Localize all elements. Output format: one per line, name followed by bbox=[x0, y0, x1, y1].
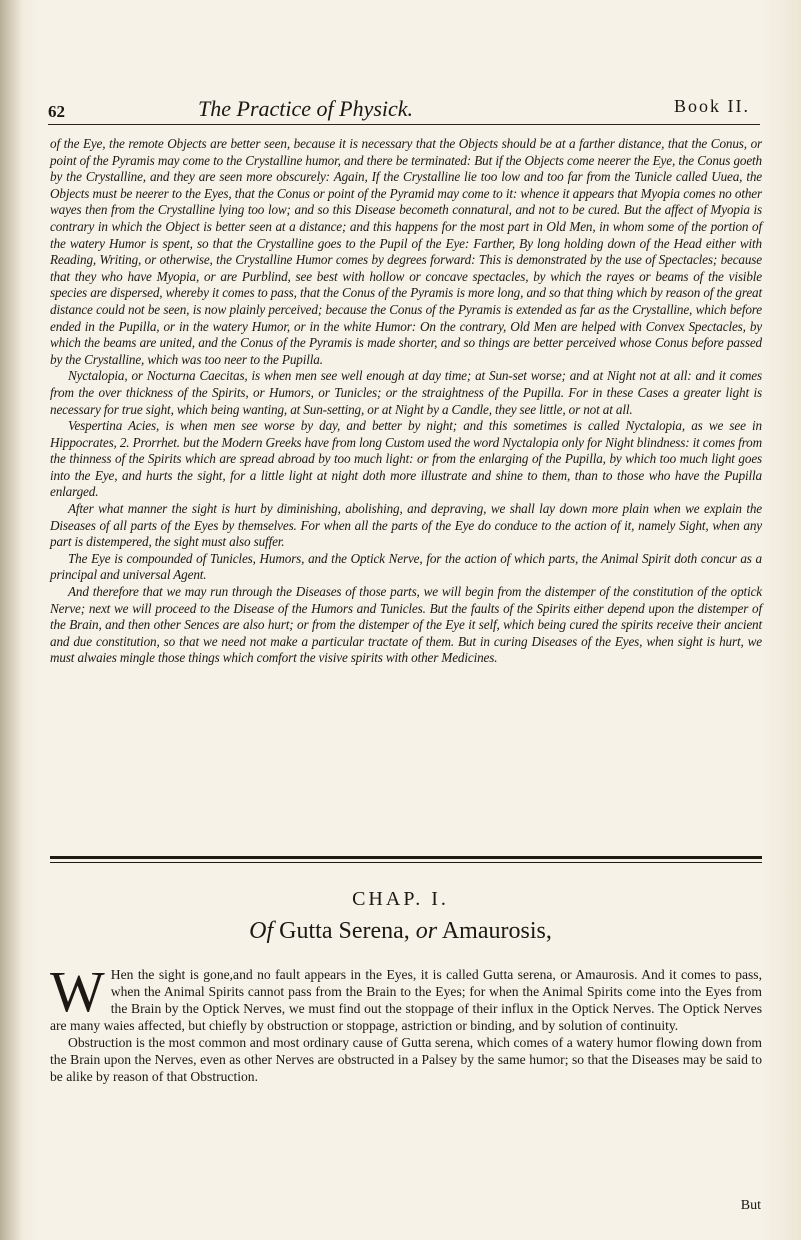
paragraph: The Eye is compounded of Tunicles, Humors, and the Optick Nerve, for the action of which parts, the Animal Spirit doth concur as a principal and universal Agent. bbox=[50, 550, 762, 583]
section-rule-thin bbox=[50, 862, 762, 863]
paragraph-text: Hen the sight is gone,and no fault appears in the Eyes, it is called Gutta serena, or Amaurosis. And it comes to pass, when the Animal Spirits cannot pass from the Brain to the Eyes; for when the Animal Spirits come into the Eyes from the Brain by the Optick Nerves, we must find out the stoppage of their influx in the Optick Nerves. The Optick Nerves are many waies affected, but chiefly by obstruction or stoppage, astriction or binding, and by solution of continuity. bbox=[50, 967, 762, 1033]
chapter-title-main: Gutta Serena, bbox=[279, 918, 410, 944]
chapter-body bbox=[50, 959, 762, 1085]
chapter-title-prefix: Of bbox=[249, 918, 274, 944]
chapter-label: CHAP. I. bbox=[352, 888, 449, 910]
paragraph: Nyctalopia, or Nocturna Caecitas, is when men see well enough at day time; at Sun-set worse; and at Night not at all: and it comes from the over thickness of the Spirits, or Humors, or Tunicles; or the straightness of the Pupilla. For in these Cases a greater light is necessary for true sight, which being wanting, at Sun-setting, or at Night by a Candle, they see little, or not at all. bbox=[50, 368, 762, 417]
paragraph: of the Eye, the remote Objects are better seen, because it is necessary that the Objects should be at a farther distance, that the Conus, or point of the Pyramis may come to the Crystalline humor, and there be terminated: But if the Objects come neerer the Eye, the Conus goeth by the Crystalline, and they are seen more obscurely: Again, If the Crystalline lie too low and too far from the Tunicle called Uuea, the Objects must be neerer to the Eyes, that the Conus or point of the Pyramid may come to it: whence it appears that Myopia comes no other wayes then from the Crystalline lying too low; and so this Disease becometh connatural, and not to be cured. But the affect of Myopia is contrary in which the Object is better seen at a distance; and this happens for the most part in Old Men, in whom some of the portion of the watery Humor is spent, so that the Crystalline goes to the Pupil of the Eye: Farther, By long holding down of the Head either with Reading, Writing, or otherwise, the Crystalline Humor comes by degrees forward: This is demonstrated by the use of Spectacles; because that they who have Myopia, or are Purblind, see best with hollow or concave spectacles, by which the rayes or beams of the visible species are dispersed, whereby it comes to pass, that the Conus of the Pyramis is more long, and so that thing which by reason of the great distance could not be seen, is now plainly perceived; because the Conus of the Pyramis is extended as far as the Crystalline, which before ended in the Pupilla, or in the watery Humor, or in the white Humor: On the contrary, Old Men are helped with Convex Spectacles, by which the beams are united, and the Conus of the Pyramis is made shorter, and so things are better perceived whose Conus before passed by the Crystalline, which was too neer to the Pupilla. bbox=[50, 136, 762, 367]
paragraph: Obstruction is the most common and most ordinary cause of Gutta serena, which comes of a watery humor flowing down from the Brain upon the Nerves, even as other Nerves are obstructed in a Palsey by the same humor; so that the Diseases may be said to be alike by reason of that Obstruction. bbox=[50, 1035, 762, 1084]
page-header bbox=[48, 94, 760, 125]
upper-text-block bbox=[50, 136, 762, 667]
paragraph: Vespertina Acies, is when men see worse by day, and better by night; and this sometimes is called Nyctalopia, as we see in Hippocrates, 2. Prorrhet. but the Modern Greeks have from long Custom used the word Nyctalopia only for Night blindness: it comes from the thinness of the Spirits which are spread abroad by too much light: or from the enlarging of the Pupilla, by which too much light goes into the Eye, and hurts the sight, for a little light at night doth more illustrate and shine to them, than to those who have the Pupilla enlarged. bbox=[50, 418, 762, 500]
running-title: The Practice of Physick. bbox=[198, 96, 414, 121]
chapter-title-or: or bbox=[415, 918, 438, 944]
page-number: 62 bbox=[48, 102, 65, 121]
section-rule-thick bbox=[50, 856, 762, 859]
paragraph: After what manner the sight is hurt by diminishing, abolishing, and depraving, we shall lay down more plain when we explain the Diseases of all parts of the Eyes by themselves. For when all the parts of the Eye do conduce to the action of it, namely Sight, when any part is distempered, the sight must also suffer. bbox=[50, 501, 762, 550]
paragraph: And therefore that we may run through the Diseases of those parts, we will begin from the distemper of the constitution of the optick Nerve; next we will proceed to the Disease of the Humors and Tunicles. But the faults of the Spirits either depend upon the distemper of the Brain, and then other Sences are also hurt; or from the distemper of the Eye it self, which being cured the spirits receive their ancient and due constitution, so that we need not make a particular tractate of them. But in curing Diseases of the Eyes, when sight is hurt, we must alwaies mingle those things which comfort the visive spirits with other Medicines. bbox=[50, 584, 762, 666]
chapter-title-alt: Amaurosis, bbox=[441, 918, 552, 944]
drop-cap: W bbox=[50, 959, 105, 1024]
page-binding-shadow bbox=[0, 0, 22, 1240]
book-label: Book II. bbox=[674, 96, 750, 116]
chapter-title bbox=[0, 918, 801, 945]
paragraph bbox=[50, 959, 762, 1034]
catchword: But bbox=[740, 1198, 761, 1213]
